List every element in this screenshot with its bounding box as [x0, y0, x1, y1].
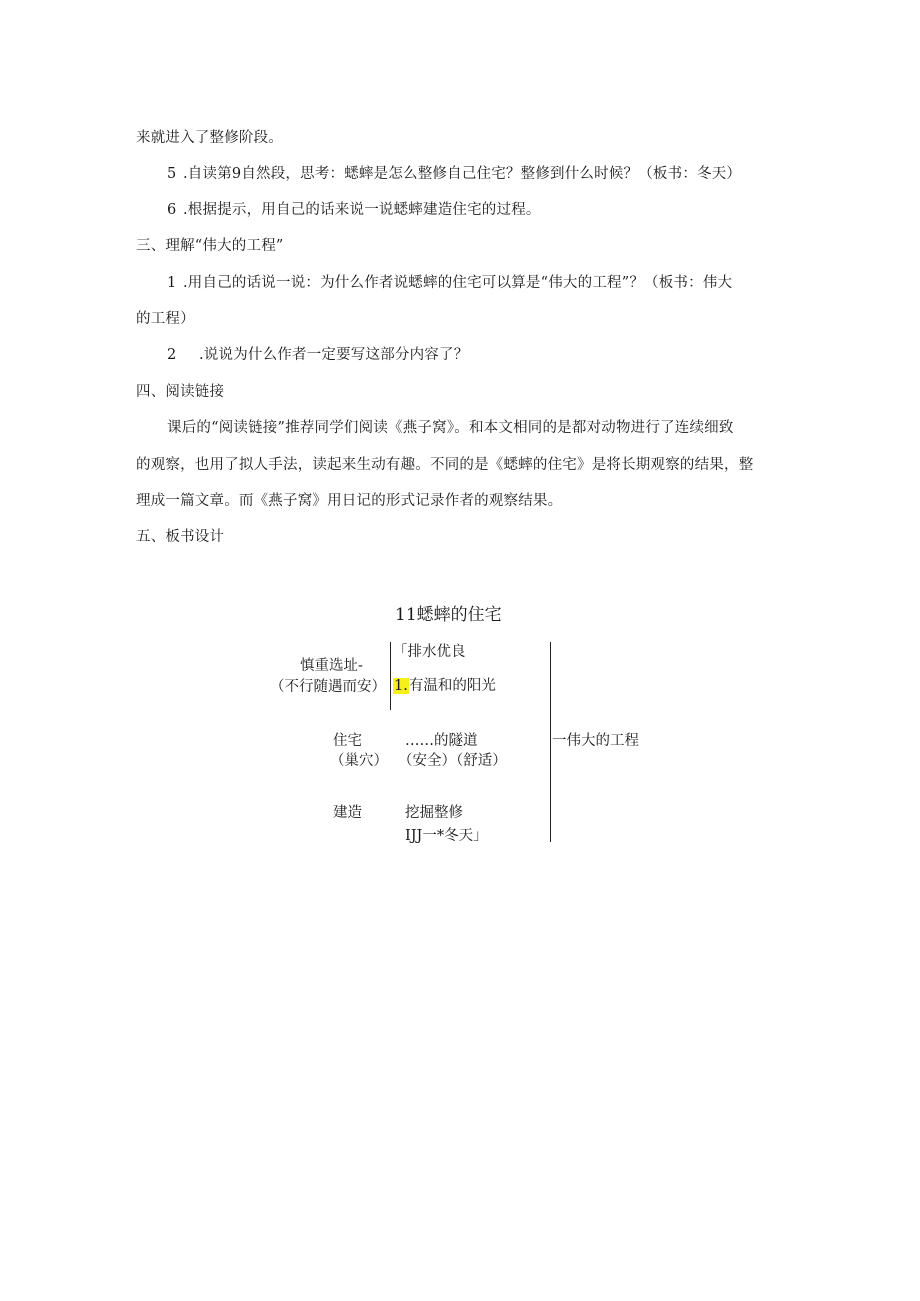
board-title: 11蟋蟀的住宅: [395, 605, 502, 625]
board-left-house: 住宅: [333, 733, 362, 749]
paragraph-line: 的观察，也用了拟人手法，读起来生动有趣。不同的是《蟋蟀的住宅》是将长期观察的结果，整: [136, 457, 754, 473]
highlighted-number: 1.: [394, 678, 408, 694]
section-heading-3: 三、理解“伟大的工程”: [136, 238, 284, 254]
item-number: 5: [167, 166, 177, 182]
item-text: .说说为什么作者一定要写这部分内容了？: [199, 347, 469, 363]
paragraph-item-5: [167, 164, 741, 184]
board-divider-line: [550, 642, 551, 842]
board-right-safety: （安全）（舒适）: [398, 753, 507, 769]
item-number: 6: [167, 202, 177, 218]
paragraph-line: 的工程）: [136, 311, 195, 327]
paragraph-item-1: [167, 273, 732, 293]
paragraph-line: 课后的“阅读链接”推荐同学们阅读《燕子窝》。和本文相同的是都对动物进行了连续细致: [167, 420, 734, 436]
board-left-build: 建造: [333, 805, 362, 821]
item-number: 1: [167, 275, 177, 291]
board-left-house-sub: （巢穴）: [330, 753, 388, 769]
item-text: .自读第9自然段，思考：蟋蟀是怎么整修自己住宅？整修到什么时候？（板书：冬天）: [183, 166, 742, 182]
board-right-winter: IJJ一*冬天」: [405, 828, 488, 844]
board-left-site: 慎重选址-: [300, 658, 363, 674]
board-right-dig: 挖掘整修: [405, 805, 463, 821]
board-left-site-sub: （不行随遇而安）: [270, 679, 386, 695]
paragraph-line: 理成一篇文章。而《燕子窝》用日记的形式记录作者的观察结果。: [136, 493, 563, 509]
item-number: 2: [167, 347, 177, 363]
section-heading-4: 四、阅读链接: [136, 384, 225, 400]
item-text: .用自己的话说一说：为什么作者说蟋蟀的住宅可以算是“伟大的工程”？（板书：伟大: [183, 275, 733, 291]
board-right-sunlight: [393, 676, 496, 696]
item-text: .根据提示，用自己的话来说一说蟋蟀建造住宅的过程。: [183, 202, 541, 218]
paragraph-item-6: [167, 200, 541, 220]
section-heading-5: 五、板书设计: [136, 529, 225, 545]
board-right-sunlight-text: 有温和的阳光: [408, 678, 496, 694]
board-bracket-line: [390, 642, 391, 710]
board-right-tunnel: ……的隧道: [405, 733, 478, 749]
paragraph-line: 来就进入了整修阶段。: [136, 130, 283, 146]
board-right-drainage: 「排水优良: [393, 644, 466, 660]
paragraph-item-2: [167, 345, 468, 365]
board-great-project: 一伟大的工程: [552, 733, 639, 749]
